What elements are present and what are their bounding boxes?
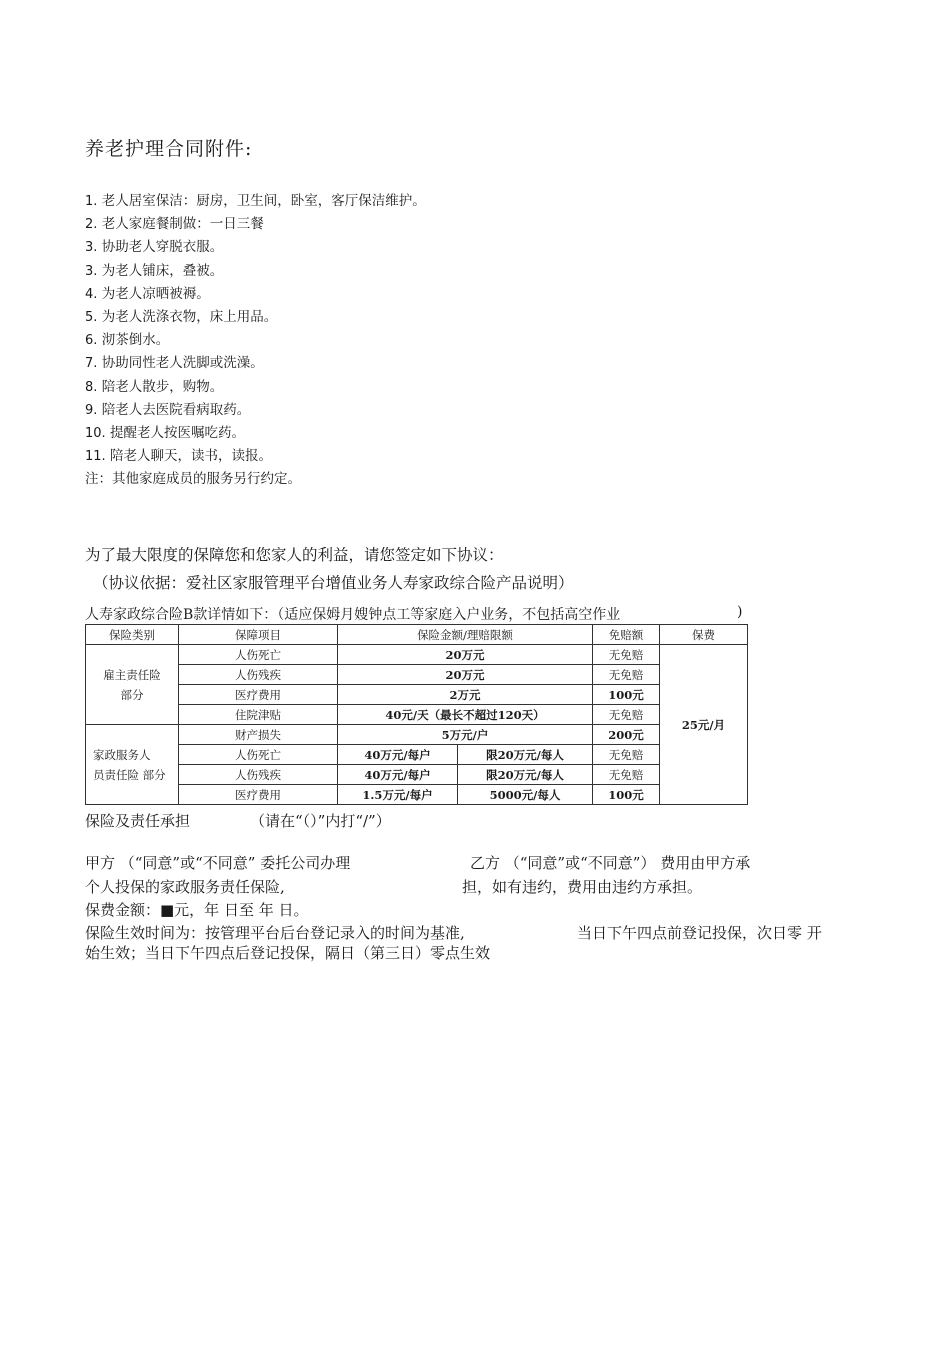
- item-number: 5.: [85, 309, 98, 325]
- item-text: 为老人洗涤衣物，床上用品。: [101, 308, 278, 325]
- note: 注：其他家庭成员的服务另行约定。: [85, 471, 301, 488]
- item-text: 协助同性老人洗脚或洗澡。: [101, 355, 264, 372]
- deductible: 无免赔: [593, 665, 660, 685]
- item-number: 3.: [85, 263, 98, 279]
- coverage-item: 人伤死亡: [179, 745, 338, 765]
- item-text: 为老人凉晒被褥。: [101, 285, 210, 302]
- header-category: 保险类别: [86, 625, 179, 645]
- table-row: [86, 765, 748, 785]
- liability-hint: （请在“（）”内打“/”）: [250, 812, 391, 830]
- party-a-line-1: 甲方 （“同意”或“不同意” 委托公司办理: [85, 854, 351, 872]
- table-row: [86, 685, 748, 705]
- item-number: 10.: [85, 425, 106, 441]
- effective-time-line-1b: 当日下午四点前登记投保，次日零 开: [577, 924, 822, 942]
- list-item: [85, 376, 426, 399]
- coverage-amount: 40元/天（最长不超过120天）: [338, 705, 593, 725]
- page-title: 养老护理合同附件:: [85, 138, 253, 160]
- party-b-line-2: 担，如有违约，费用由违约方承担。: [462, 878, 703, 896]
- header-deductible: 免赔额: [593, 625, 660, 645]
- coverage-item: 人伤残疾: [179, 665, 338, 685]
- deductible: 无免赔: [593, 705, 660, 725]
- list-item: [85, 399, 426, 422]
- table-intro-close: ): [737, 604, 743, 620]
- list-item: [85, 329, 426, 352]
- insurance-table: [85, 624, 748, 805]
- item-text: 为老人铺床，叠被。: [101, 262, 224, 279]
- table-row: [86, 665, 748, 685]
- coverage-amount: 2万元: [338, 685, 593, 705]
- item-number: 3.: [85, 240, 98, 256]
- coverage-item: 人伤残疾: [179, 765, 338, 785]
- deductible: 无免赔: [593, 745, 660, 765]
- coverage-item: 住院津贴: [179, 705, 338, 725]
- deductible: 100元: [593, 785, 660, 805]
- category-employer-liability: 雇主责任险 部分: [86, 645, 179, 725]
- item-number: 1.: [85, 194, 98, 209]
- agreement-intro: 为了最大限度的保障您和您家人的利益，请您签定如下协议：: [85, 546, 504, 564]
- item-text: 沏茶倒水。: [101, 332, 170, 349]
- table-row: [86, 705, 748, 725]
- list-item: [85, 306, 426, 329]
- item-text: 陪老人散步，购物。: [101, 378, 224, 395]
- coverage-item: 人伤死亡: [179, 645, 338, 665]
- item-text: 协助老人穿脱衣服。: [101, 239, 224, 256]
- item-text: 陪老人聊天，读书，读报。: [109, 448, 272, 465]
- list-item: [85, 283, 426, 306]
- list-item: [85, 422, 426, 445]
- deductible: 100元: [593, 685, 660, 705]
- table-intro: 人寿家政综合险B款详情如下：（适应保姆月嫂钟点工等家庭入户业务，不包括高空作业: [85, 607, 621, 623]
- header-premium: 保费: [660, 625, 748, 645]
- table-header-row: [86, 625, 748, 645]
- deductible: 200元: [593, 725, 660, 745]
- item-number: 7.: [85, 356, 98, 372]
- service-list: [85, 190, 426, 491]
- list-item: [85, 236, 426, 259]
- coverage-item: 医疗费用: [179, 785, 338, 805]
- agreement-basis: （协议依据：爱社区家服管理平台增值业务人寿家政综合险产品说明）: [93, 574, 574, 592]
- list-item: [85, 445, 426, 468]
- table-row: [86, 785, 748, 805]
- coverage-amount-household: 40万元/每户: [338, 745, 458, 765]
- list-item: [85, 260, 426, 283]
- coverage-amount-person: 限20万元/每人: [458, 745, 593, 765]
- liability-label: 保险及责任承担: [85, 812, 191, 830]
- table-row: [86, 745, 748, 765]
- table-row: [86, 725, 748, 745]
- item-text: 提醒老人按医嘱吃药。: [109, 424, 245, 441]
- premium-value: 25元/月: [660, 645, 748, 805]
- list-item: [85, 352, 426, 375]
- coverage-amount-person: 5000元/每人: [458, 785, 593, 805]
- item-text: 陪老人去医院看病取药。: [101, 401, 251, 418]
- coverage-amount: 20万元: [338, 645, 593, 665]
- party-b-line-1: 乙方 （“同意”或“不同意”） 费用由甲方承: [470, 854, 751, 872]
- coverage-item: 财产损失: [179, 725, 338, 745]
- category-domestic-liability: 家政服务人 员责任险 部分: [86, 725, 179, 805]
- coverage-amount: 20万元: [338, 665, 593, 685]
- item-number: 6.: [85, 333, 98, 349]
- header-item: 保障项目: [179, 625, 338, 645]
- deductible: 无免赔: [593, 765, 660, 785]
- table-row: [86, 645, 748, 665]
- item-number: 2.: [85, 217, 98, 233]
- deductible: 无免赔: [593, 645, 660, 665]
- item-number: 11.: [85, 449, 106, 465]
- coverage-amount-person: 限20万元/每人: [458, 765, 593, 785]
- header-amount: 保险金额/理赔限额: [338, 625, 593, 645]
- effective-time-line-1a: 保险生效时间为：按管理平台后台登记录入的时间为基准,: [85, 924, 465, 942]
- list-item: [85, 190, 426, 213]
- premium-amount: 保费金额：■元，年 日至 年 日。: [85, 901, 309, 919]
- list-item: [85, 213, 426, 236]
- coverage-amount-household: 1.5万元/每户: [338, 785, 458, 805]
- coverage-item: 医疗费用: [179, 685, 338, 705]
- party-a-line-2: 个人投保的家政服务责任保险,: [85, 878, 285, 896]
- item-text: 老人家庭餐制做：一日三餐: [101, 216, 264, 233]
- item-number: 9.: [85, 402, 98, 418]
- item-number: 8.: [85, 379, 98, 395]
- coverage-amount: 5万元/户: [338, 725, 593, 745]
- effective-time-line-2: 始生效；当日下午四点后登记投保，隔日（第三日）零点生效: [85, 944, 491, 962]
- item-text: 老人居室保洁：厨房，卫生间，卧室，客厅保洁维护。: [101, 193, 426, 209]
- coverage-amount-household: 40万元/每户: [338, 765, 458, 785]
- item-number: 4.: [85, 286, 98, 302]
